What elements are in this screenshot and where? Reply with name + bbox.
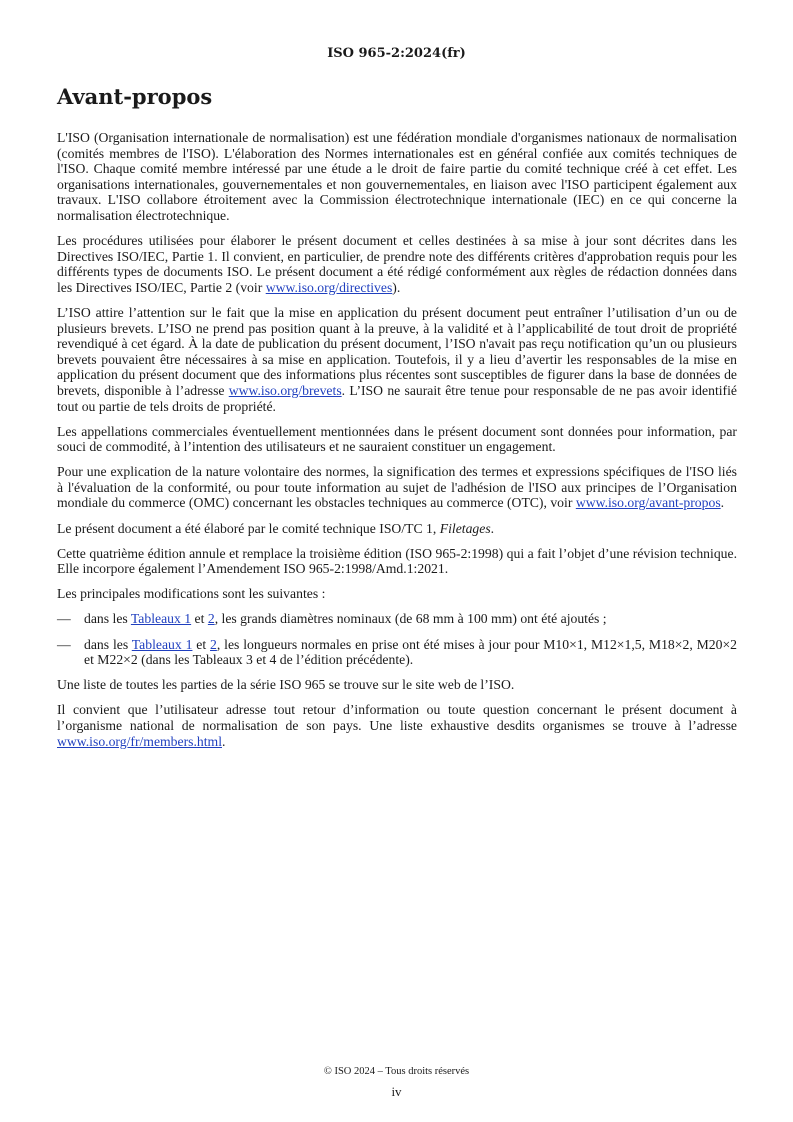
link-directives[interactable]: www.iso.org/directives: [265, 279, 393, 295]
list-item-text: dans les Tableaux 1 et 2, les grands diamètres nominaux (de 68 mm à 100 mm) ont été ajoutés ;: [84, 611, 607, 627]
page-title: Avant-propos: [57, 84, 213, 109]
document-header: ISO 965-2:2024(fr): [327, 46, 466, 61]
paragraph-text: Il convient que l’utilisateur adresse tout retour d’information ou toute question concernant le présent document à l’organisme national de normalisation de son pays. Une liste exhaustive desdits organismes se trouve à l’adresse: [57, 702, 737, 733]
link-avant-propos[interactable]: www.iso.org/avant-propos: [575, 495, 721, 511]
page-number: iv: [391, 1084, 402, 1099]
copyright-footer: © ISO 2024 – Tous droits réservés: [323, 1066, 470, 1077]
link-members[interactable]: www.iso.org/fr/members.html: [57, 733, 222, 749]
paragraph-trade-names: Les appellations commerciales éventuellement mentionnées dans le présent document sont données pour information, par souci de commodité, à l’intention des utilisateurs et ne sauraient constituer un engagement.: [57, 423, 737, 455]
paragraph-committee: [57, 521, 737, 537]
paragraph-feedback: [57, 702, 737, 749]
link-tableau-2[interactable]: 2: [207, 611, 215, 627]
paragraph-text: ).: [392, 279, 401, 295]
paragraph-text: .: [720, 495, 725, 511]
paragraph-edition: Cette quatrième édition annule et remplace la troisième édition (ISO 965-2:1998) qui a fait l’objet d’une révision technique. Elle incorpore également l’Amendement ISO 965-2:1998/Amd.1:2021.: [57, 545, 737, 577]
paragraph-voluntary-nature: [57, 464, 737, 511]
paragraph-text: .: [222, 733, 226, 749]
paragraph-procedures: [57, 233, 737, 295]
list-item: [57, 611, 737, 627]
committee-name: Filetages: [439, 520, 491, 536]
link-tableau-2[interactable]: 2: [210, 636, 217, 652]
link-tableau-1[interactable]: Tableaux 1: [131, 636, 193, 652]
link-brevets[interactable]: www.iso.org/brevets: [228, 382, 342, 398]
paragraph-iso-intro: L'ISO (Organisation internationale de normalisation) est une fédération mondiale d'organismes nationaux de normalisation (comités membres de l'ISO). L'élaboration des Normes internationales est en général confiée aux comités techniques de l'ISO. Chaque comité membre intéressé par une étude a le droit de faire partie du comité technique créé à cet effet. Les organisations internationales, gouvernementales et non gouvernementales, en liaison avec l'ISO participent également aux travaux. L'ISO collabore étroitement avec la Commission électrotechnique internationale (IEC) en ce qui concerne la normalisation électrotechnique.: [57, 130, 737, 223]
paragraph-text: .: [490, 520, 495, 536]
foreword-body: [57, 130, 737, 759]
paragraph-text: Pour une explication de la nature volontaire des normes, la signification des termes et expressions spécifiques de l'ISO liés à l'évaluation de la conformité, ou pour toute information au sujet de l'adhésion de l'ISO aux principes de l’Organisation mondiale du commerce (OMC) concernant les obstacles techniques au commerce (OTC), voir: [57, 464, 737, 511]
paragraph-text: . L’ISO ne saurait être tenue pour responsable de ne pas avoir identifié tout ou partie de tels droits de propriété.: [57, 382, 737, 414]
list-dash: —: [57, 636, 71, 652]
paragraph-text: L’ISO attire l’attention sur le fait que la mise en application du présent document peut entraîner l’utilisation d’un ou de plusieurs brevets. L’ISO ne prend pas position quant à la preuve, à la validité et à l’applicabilité de tout droit de propriété revendiqué à cet égard. À la date de publication du présent document, l’ISO n'avait pas reçu notification qu’un ou plusieurs brevets pouvaient être nécessaires à sa mise en application. Toutefois, il y a lieu d’avertir les responsables de la mise en application du présent document que des informations plus récentes sont susceptibles de figurer dans la base de données de brevets, disponible à l’adresse: [57, 304, 737, 398]
paragraph-text: Les procédures utilisées pour élaborer le présent document et celles destinées à sa mise à jour sont décrites dans les Directives ISO/IEC, Partie 1. Il convient, en particulier, de prendre note des différents critères d'approbation requis pour les différents types de documents ISO. Le présent document a été rédigé conformément aux règles de rédaction données dans les Directives ISO/IEC, Partie 2 (voir: [57, 233, 737, 295]
list-item-text: dans les Tableaux 1 et 2, les longueurs normales en prise ont été mises à jour pour M10×1, M12×1,5, M18×2, M20×2 et M22×2 (dans les Tableaux 3 et 4 de l’édition précédente).: [84, 636, 738, 668]
paragraph-changes-intro: Les principales modifications sont les suivantes :: [57, 586, 326, 602]
paragraph-series-list: Une liste de toutes les parties de la série ISO 965 se trouve sur le site web de l’ISO.: [57, 677, 515, 693]
link-tableau-1[interactable]: Tableaux 1: [130, 611, 192, 627]
paragraph-patents: [57, 305, 737, 414]
paragraph-text: Le présent document a été élaboré par le comité technique ISO/TC 1,: [57, 520, 440, 536]
list-dash: —: [57, 611, 71, 627]
list-item: [57, 637, 737, 668]
